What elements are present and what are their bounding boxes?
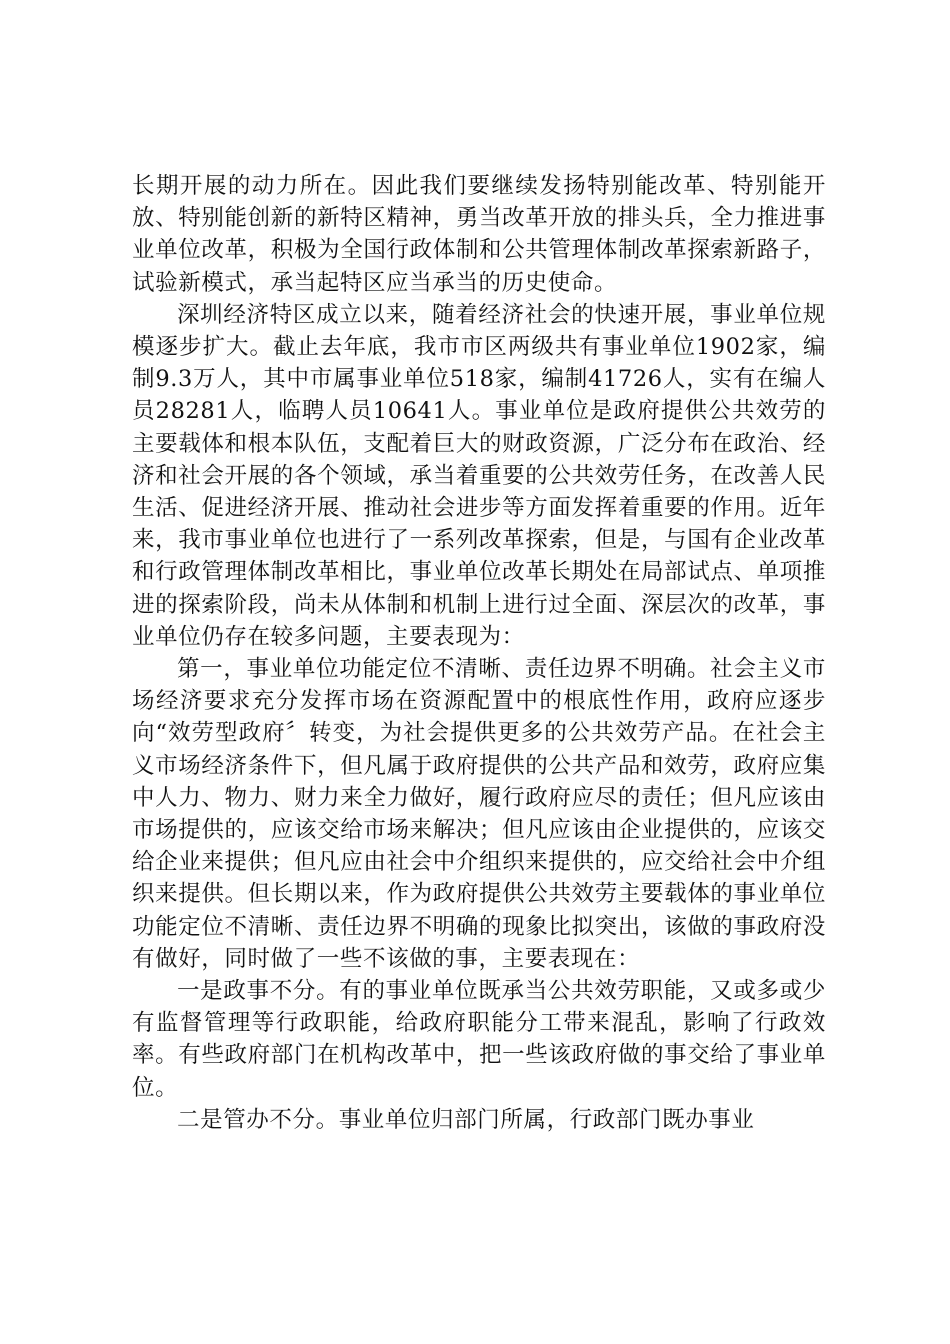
paragraph-5: 二是管办不分。事业单位归部门所属，行政部门既办事业 [177, 1106, 755, 1133]
paragraph-3: 第一，事业单位功能定位不清晰、责任边界不明确。社会主义市场经济要求充分发挥市场在资源配置中的根底性作用，政府应逐步向“效劳型政府〞转变，为社会提供更多的公共效劳产品。在社会主义市场经济条件下，但凡属于政府提供的公共产品和效劳，政府应集中人力、物力、财力来全力做好，履行政府应尽的责任；但凡应该由市场提供的，应该交给市场来解决；但凡应该由企业提供的，应该交给企业来提供；但凡应由社会中介组织来提供的，应交给社会中介组织来提供。但长期以来，作为政府提供公共效劳主要载体的事业单位功能定位不清晰、责任边界不明确的现象比拟突出，该做的事政府没有做好，同时做了一些不该做的事，主要表现在： [132, 656, 826, 972]
paragraph-2: 深圳经济特区成立以来，随着经济社会的快速开展，事业单位规模逐步扩大。截止去年底，我市市区两级共有事业单位1902家，编制9.3万人，其中市属事业单位518家，编制41726人，实有在编人员28281人，临聘人员10641人。事业单位是政府提供公共效劳的主要载体和根本队伍，支配着巨大的财政资源，广泛分布在政治、经济和社会开展的各个领域，承当着重要的公共效劳任务，在改善人民生活、促进经济开展、推动社会进步等方面发挥着重要的作用。近年来，我市事业单位也进行了一系列改革探索，但是，与国有企业改革和行政管理体制改革相比，事业单位改革长期处在局部试点、单项推进的探索阶段，尚未从体制和机制上进行过全面、深层次的改革，事业单位仍存在较多问题，主要表现为： [132, 301, 826, 650]
document-body [132, 170, 826, 1136]
paragraph-1: 长期开展的动力所在。因此我们要继续发扬特别能改革、特别能开放、特别能创新的新特区精神，勇当改革开放的排头兵，全力推进事业单位改革，积极为全国行政体制和公共管理体制改革探索新路子，试验新模式，承当起特区应当承当的历史使命。 [132, 173, 826, 296]
paragraph-4: 一是政事不分。有的事业单位既承当公共效劳职能，又或多或少有监督管理等行政职能，给政府职能分工带来混乱，影响了行政效率。有些政府部门在机构改革中，把一些该政府做的事交给了事业单位。 [132, 978, 826, 1101]
